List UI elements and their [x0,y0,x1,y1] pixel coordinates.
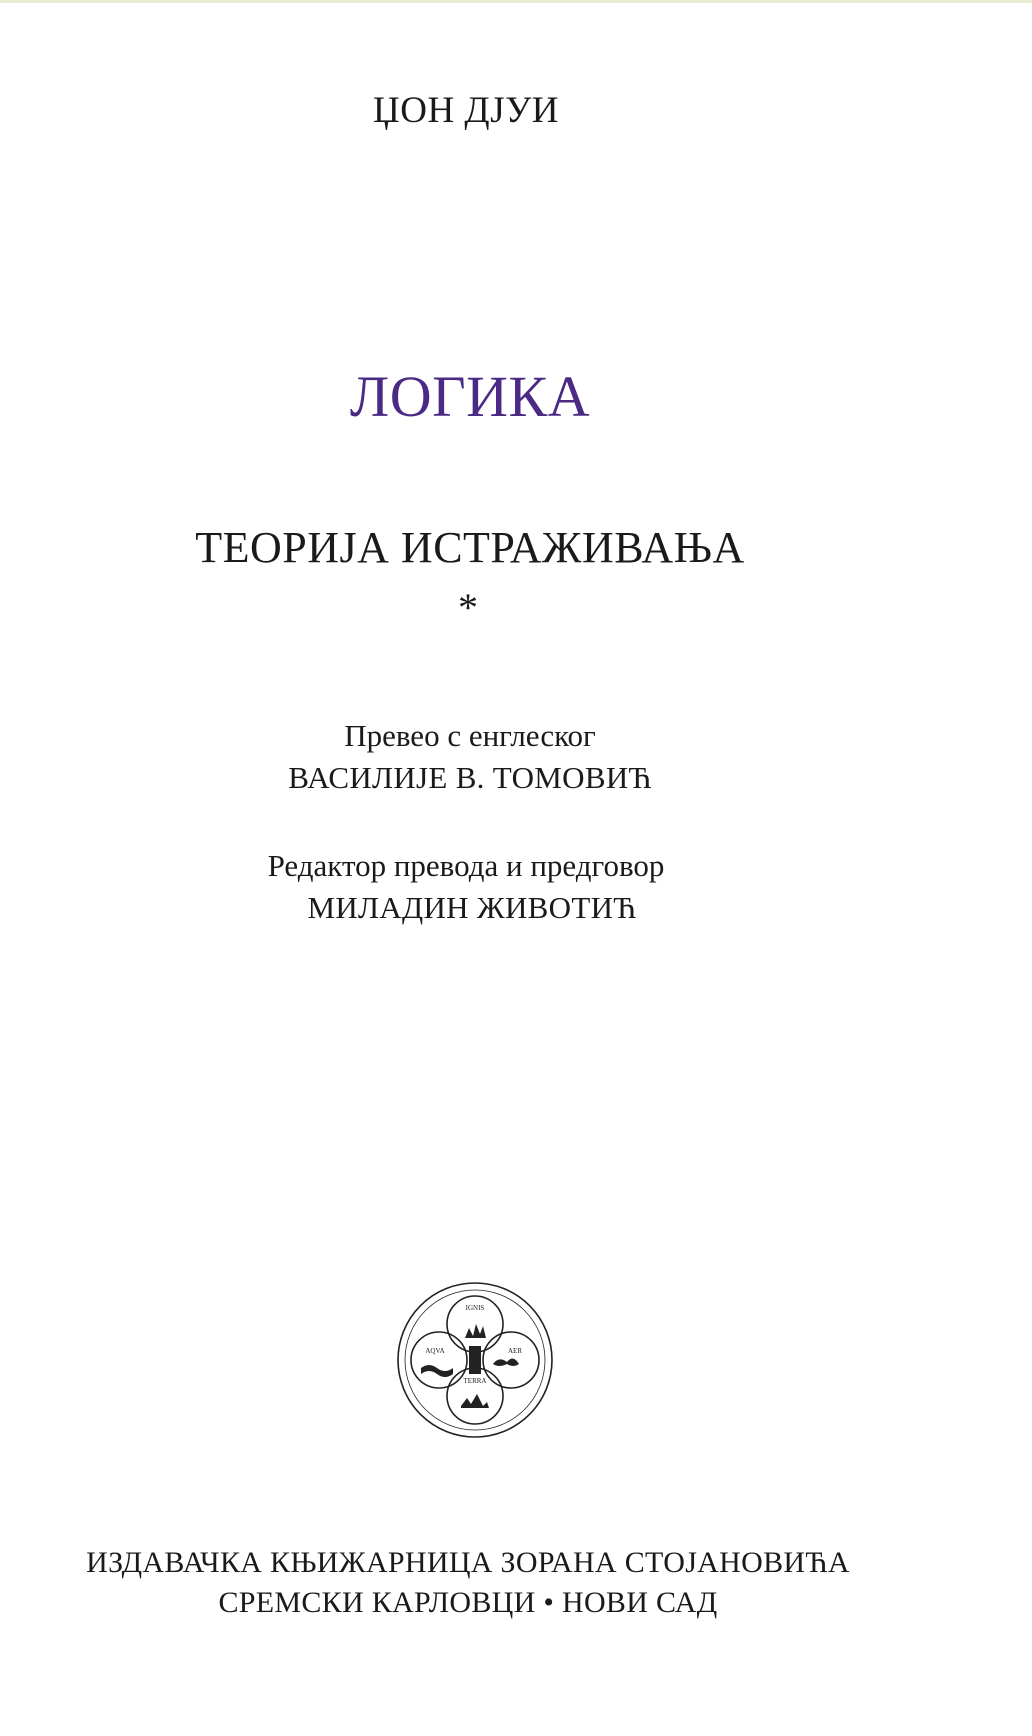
svg-text:AER: AER [508,1347,522,1355]
editor-label: Редактор превода и предговор [267,848,665,883]
svg-text:TERRA: TERRA [463,1377,487,1385]
translator-name: ВАСИЛИЈЕ В. ТОМОВИЋ [288,760,652,795]
book-title: ЛОГИКА [349,364,591,429]
svg-text:AQVA: AQVA [425,1347,445,1355]
author-name: ЏОН ДЈУИ [373,90,559,131]
volume-mark: * [458,585,478,630]
editor-name: МИЛАДИН ЖИВОТИЋ [307,890,637,925]
top-edge-rule [0,0,1032,3]
book-subtitle: ТЕОРИЈА ИСТРАЖИВАЊА [195,523,745,572]
translator-label: Превео с енглеског [344,718,596,753]
four-elements-emblem-icon [395,1280,555,1440]
publisher-place: СРЕМСКИ КАРЛОВЦИ • НОВИ САД [218,1586,718,1619]
svg-text:IGNIS: IGNIS [465,1304,485,1312]
publisher-name: ИЗДАВАЧКА КЊИЖАРНИЦА ЗОРАНА СТОЈАНОВИЋА [86,1546,850,1579]
